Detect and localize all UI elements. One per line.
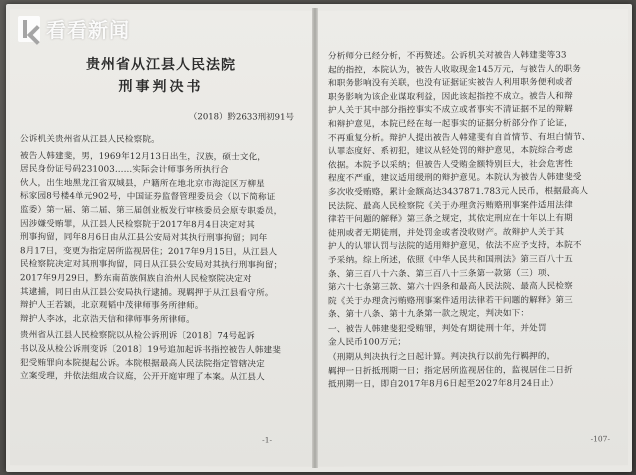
body-line: 依据。本院予以采纳；但被告人受贿金额特别巨大，社会危害性 bbox=[328, 159, 573, 171]
body-line: 8月17日，变更为指定居所监视居住；2017年9月15日，从江县人 bbox=[20, 246, 278, 258]
page-number: -1- bbox=[262, 435, 272, 445]
body-line: 多次收受贿赂，累计金额高达3437871.783元人民币，根据最高人 bbox=[328, 186, 589, 198]
body-line: 律若干问题的解释》第三条之规定，其依定刑应在十年以上有期 bbox=[328, 213, 573, 225]
body-line: 刑事拘留，同年8月6日由从江县公安局对其执行刑事拘留；同年 bbox=[20, 232, 268, 244]
body-line: 一、被告人韩建斐犯受贿罪，判处有期徒刑十年，并处罚 bbox=[328, 323, 547, 335]
body-line: 徒刑或者无期徒刑，并处罚金或者没收财产。故辩护人关于其 bbox=[328, 227, 565, 239]
body-line: 抵刑期一日，即自2017年8月6日起至2027年8月24日止） bbox=[328, 378, 559, 391]
body-line: 立案受理，并依法组成合议庭，公开开庭审理了本案。从江县人 bbox=[20, 371, 265, 383]
body-line: 民检察院决定对其刑事拘留，同日从江县公安局对其执行刑事拘留； bbox=[20, 259, 283, 271]
right-page-body bbox=[328, 49, 620, 392]
body-line: 贵州省从江县人民检察院以从检公诉刑诉〔2018〕74号起诉 bbox=[20, 330, 255, 342]
page-number: -107- bbox=[590, 434, 610, 444]
kankan-logo-icon bbox=[18, 16, 40, 42]
body-line: 公诉机关贵州省从江县人民检察院。 bbox=[20, 134, 160, 145]
left-page bbox=[10, 9, 312, 467]
body-line: 职务影响为该企业谋取利益，因此该起指控不成立。被告人和辩 bbox=[328, 91, 573, 103]
body-line: 2017年9月29日，黔东南苗族侗族自治州人民检察院决定对 bbox=[20, 273, 252, 285]
body-line: 标家园8号楼4单元902号，中国证券监督管理委员会（以下简称证 bbox=[20, 191, 276, 203]
body-line: 金人民币100万元； bbox=[328, 337, 407, 349]
body-line: 护人的认罪认罚与法院的适用辩护意见，依法不应予支持，本院不 bbox=[328, 240, 582, 253]
body-line: （刑期从判决执行之日起计算。判决执行以前先行羁押的， bbox=[328, 351, 556, 363]
body-line: 居民身份证号码231003……实际会计师事务所执行合 bbox=[20, 164, 229, 176]
document-type: 刑事判决书 bbox=[118, 78, 204, 96]
body-line: 条、第十八条、第十九条第一款之规定，判决如下： bbox=[328, 308, 530, 321]
body-line: 和职务影响没有关联，也没有证据证实被告人利用职务便利或者 bbox=[328, 77, 573, 89]
case-number: （2018）黔2633刑初91号 bbox=[188, 112, 294, 123]
body-line: 分析师分已经分析，不再赘述。公诉机关对被告人韩建斐等33 bbox=[328, 50, 567, 62]
body-line: 护人关于其中部分指控事实不成立或者事实不清证据不足的辩解 bbox=[328, 104, 573, 117]
body-line: 起的指控，本院认为，被告人收取现金145万元，与被告人的职务 bbox=[328, 64, 581, 76]
watermark-text: 看看新闻 bbox=[46, 18, 130, 42]
body-line: 辩护人王若颖，北京观韬中茂律师事务所律师。 bbox=[20, 300, 204, 312]
left-page-body bbox=[20, 133, 304, 385]
body-line: 不再重复分析。辩护人提出被告人韩建斐有自首情节、有坦白情节、 bbox=[328, 131, 591, 144]
body-line: 书以及从检公诉刑变诉〔2018〕19号追加起诉书指控被告人韩建斐 bbox=[20, 344, 282, 356]
body-line: 羁押一日折抵刑期一日；指定居所监视居住的，监视居住二日折 bbox=[328, 365, 573, 377]
right-page bbox=[318, 9, 628, 467]
body-line: 因涉嫌受贿罪，从江县人民检察院于2017年8月4日决定对其 bbox=[20, 218, 255, 231]
body-line: 院《关于办理贪污贿赂刑事案件适用法律若干问题的解释》第三 bbox=[328, 295, 573, 307]
body-line: 认罪态度好、系初犯，建议从轻处罚的辩护意见，本院综合考虑 bbox=[328, 145, 573, 157]
body-line: 被告人韩建斐，男，1969年12月13日出生，汉族，硕士文化， bbox=[20, 150, 267, 163]
body-line: 条、第三百八十六条、第三百八十三条第一款第（三）项、 bbox=[328, 268, 556, 280]
body-line: 程度不严重，建议适用缓刑的辩护意见。本院认为被告人韩建斐受 bbox=[328, 172, 582, 185]
body-line: 伙人，出生地黑龙江省双城县，户籍所在地北京市海淀区万柳星 bbox=[20, 178, 265, 190]
body-line: 第六十七条第三款、第六十四条和最高人民法院、最高人民检察 bbox=[328, 281, 573, 293]
court-name: 贵州省从江县人民法院 bbox=[86, 56, 236, 74]
body-line: 犯受贿罪向本院提起公诉。本院根据最高人民法院指定管辖决定 bbox=[20, 357, 265, 370]
body-line: 其逮捕，同日由从江县公安局执行逮捕。现羁押于从江县看守所。 bbox=[20, 286, 274, 299]
body-line: 辩护人李冰，北京浩天信和律师事务所律师。 bbox=[20, 313, 195, 325]
body-line: 和辩护意见，本院已经在每一起事实的证据分析部分作了论证， bbox=[328, 118, 573, 130]
body-line: 予采纳。综上所述，依照《中华人民共和国刑法》第三百八十五 bbox=[328, 254, 573, 266]
document-spread bbox=[6, 4, 632, 472]
body-line: 民法院、最高人民检察院《关于办理贪污贿赂刑事案件适用法律 bbox=[328, 200, 573, 212]
body-line: 监委）第一届、第二届、第三届创业板发行审核委员会原专职委员， bbox=[20, 205, 283, 217]
watermark bbox=[18, 14, 130, 43]
